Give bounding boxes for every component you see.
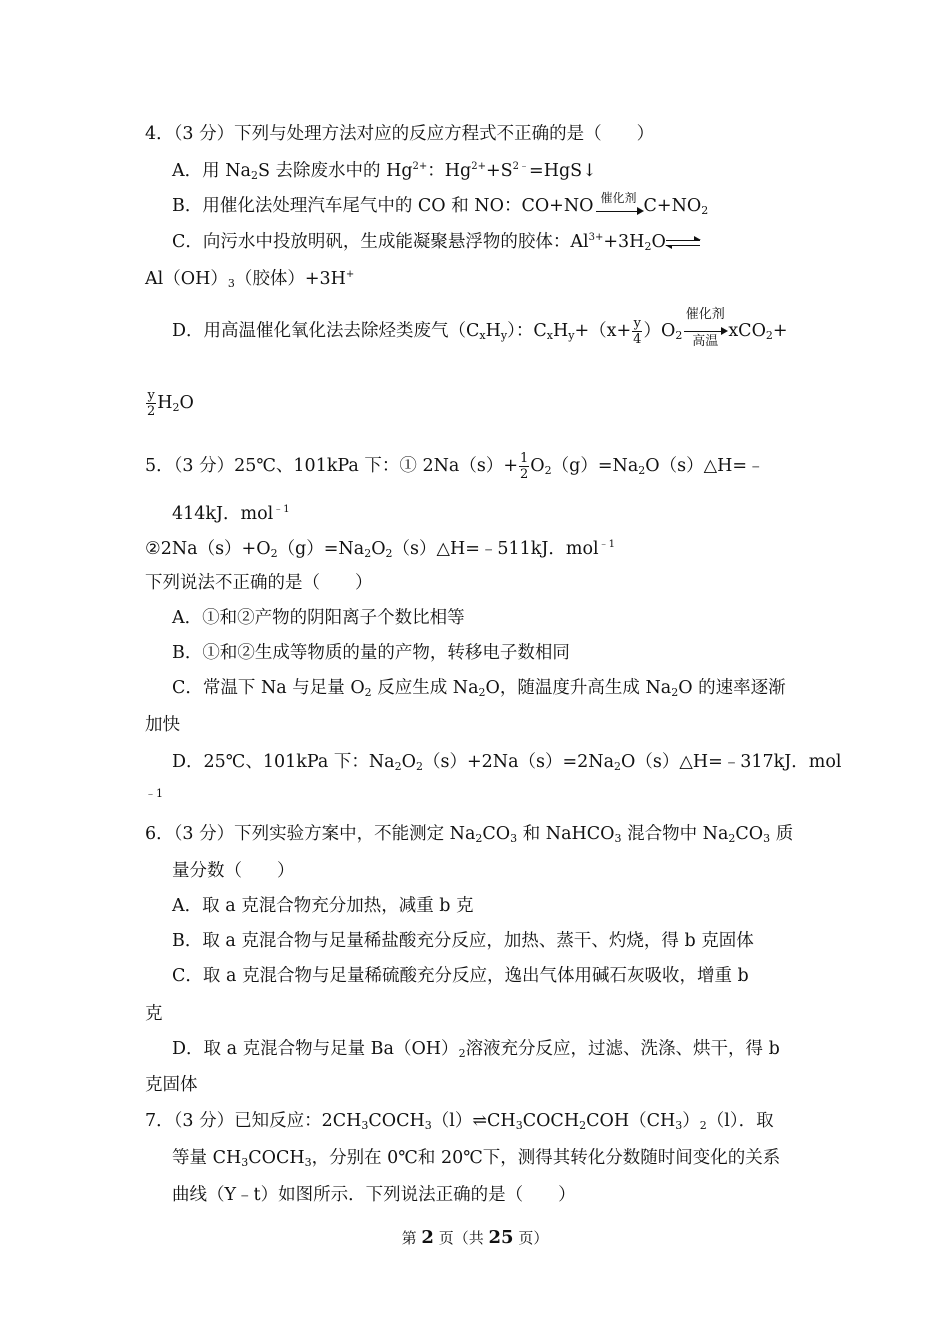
q5-question: 下列说法不正确的是（ ） [145,573,373,593]
q5-option-c: C．常温下 Na 与足量 $O_2$ 反应生成 $Na_2O$，随温度升高生成 $Na_2O$ 的速率逐渐 [172,678,786,699]
q5-stem-line2: 414kJ．mol$^{﹣1}$ [172,504,290,524]
page-number: 2 [421,1227,434,1248]
q5-reaction-2: $②2Na(s)+O_2(g)=Na_2O_2(s)\triangle H=﹣511kJ$．mol$^{﹣1}$ [145,539,616,560]
fraction-1-over-2: $\frac{1}{2}$ [520,451,529,482]
reversible-arrow-icon [666,236,700,250]
page-footer: 第 2 页（共 25 页） [401,1227,549,1248]
q7-stem-line3: 曲线（Y﹣t）如图所示．下列说法正确的是（ ） [172,1185,576,1205]
q4-stem: 4．（3 分）下列与处理方法对应的反应方程式不正确的是（ ） [145,124,655,144]
catalyst-arrow-icon: 催化剂 [594,195,644,219]
q6-stem: 6．（3 分）下列实验方案中，不能测定 $Na_2CO_3$ 和 NaHCO$_3$ 混合物中 $Na_2CO_3$ 质 [145,824,794,845]
q6-option-c-continued: 克 [145,1004,163,1024]
q7-stem-line2: 等量 $CH_3COCH_3$，分别在 0℃和 20℃下，测得其转化分数随时间变化的关系 [172,1148,781,1169]
q4-option-c: C．向污水中投放明矾，生成能凝聚悬浮物的胶体：$Al^{3+}+3H_2O$ [172,230,700,254]
q4-option-d-continued: $\frac{y}{2}$ $H_2O$ [147,388,194,419]
q5-option-c-continued: 加快 [145,715,180,735]
q6-option-d: D．取 a 克混合物与足量 $Ba(OH)_2$溶液充分反应，过滤、洗涤、烘干，得 b [172,1039,780,1060]
q5-stem: 5．（3 分）25℃、101kPa 下：① 2Na（s）+ $\frac{1}{2}$ $O_2(g)=Na_2O(s)\triangle H=﹣$ [145,451,765,482]
q5-option-d-continued: ﹣1 [145,787,163,800]
q6-stem-line2: 量分数（ ） [172,861,295,881]
page-total: 25 [488,1227,514,1248]
q7-stem: 7．（3 分）已知反应：$2CH_3COCH_3(l)\rightleftharpoons CH_3COCH_2COH(CH_3)_2(l)$．取 [145,1111,774,1132]
fraction-y-over-2: $\frac{y}{2}$ [147,388,156,419]
q6-option-d-continued: 克固体 [145,1075,198,1095]
q4-option-a: A．用 $Na_2S$ 去除废水中的 $Hg^{2+}$：$Hg^{2+}+S^{2﹣}=HgS↓$ [172,161,597,182]
q4-option-d: D．用高温催化氧化法去除烃类废气$(C_xH_y)$：$C_xH_y+(x+$ $\frac{y}{4}$ ）$O_2$ 催化剂 高温 xCO$_2$+ [172,306,788,349]
q5-option-a: A．①和②产物的阴阳离子个数比相等 [172,608,465,628]
q4-option-b: B．用催化法处理汽车尾气中的 CO 和 NO：CO+NO 催化剂 $C+NO_2$ [172,190,709,217]
fraction-y-over-4: $\frac{y}{4}$ [633,316,642,347]
q6-option-a: A．取 a 克混合物充分加热，减重 b 克 [172,896,474,916]
q4-option-c-continued: $Al(OH)_3$（胶体）+3H+ [145,269,355,290]
high-temp-catalyst-arrow-icon: 催化剂 高温 [682,320,728,344]
q5-option-b: B．①和②生成等物质的量的产物，转移电子数相同 [172,643,570,663]
q6-option-c: C．取 a 克混合物与足量稀硫酸充分反应，逸出气体用碱石灰吸收，增重 b [172,966,749,986]
q6-option-b: B．取 a 克混合物与足量稀盐酸充分反应，加热、蒸干、灼烧，得 b 克固体 [172,931,754,951]
q5-option-d: D．25℃、101kPa 下：$Na_2O_2(s)+2Na(s)=2Na_2O(s)\triangle H=﹣317kJ$．mol [172,752,842,773]
